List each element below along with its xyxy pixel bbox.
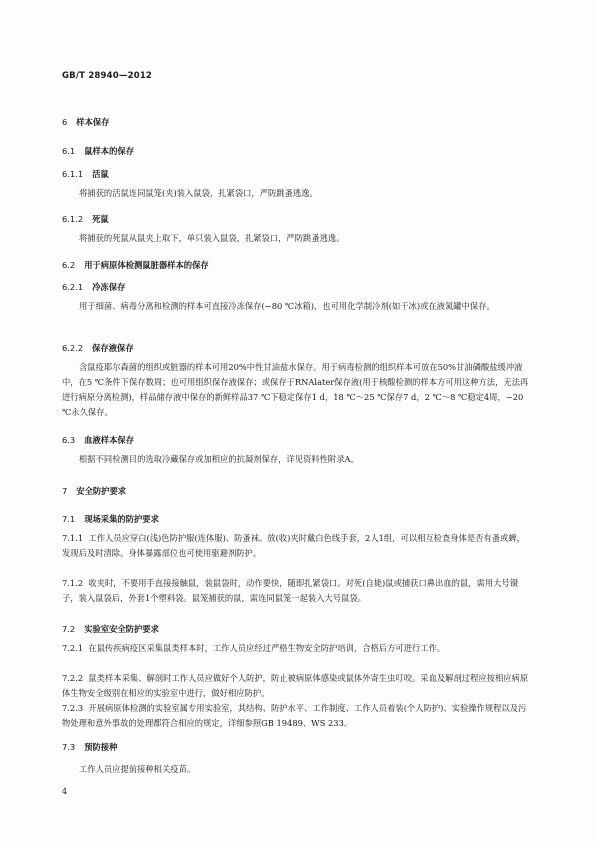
- section-heading: [62, 281, 125, 293]
- clause-paragraph: [62, 531, 532, 561]
- section-heading: [62, 116, 109, 128]
- section-heading: [62, 741, 117, 753]
- clause-number: 7.2.3: [62, 703, 84, 713]
- clause-text: 在鼠传疾病疫区采集鼠类样本时，工作人员应经过严格生物安全防护培训，合格后方可进行工作。: [88, 643, 446, 653]
- section-title: 安全防护要求: [76, 486, 127, 496]
- paragraph: 将捕获的死鼠从鼠夹上取下，单只装入鼠袋，扎紧袋口，严防跳蚤逃逸。: [79, 233, 345, 243]
- section-heading: [62, 485, 126, 497]
- clause-paragraph: [62, 576, 532, 606]
- clause-number: 7.2.2: [62, 673, 84, 683]
- clause-number: 7.1.2: [62, 578, 84, 588]
- section-title: 预防接种: [84, 742, 118, 752]
- paragraph: 将捕获的活鼠连同鼠笼(夹)装入鼠袋，扎紧袋口，严防跳蚤逃逸。: [79, 188, 318, 198]
- section-number: 7: [62, 486, 68, 496]
- section-heading: [62, 434, 134, 446]
- section-number: 7.1: [62, 514, 76, 524]
- section-number: 6.3: [62, 435, 76, 445]
- paragraph: 工作人员应提前接种相关疫苗。: [79, 764, 196, 774]
- section-number: 6: [62, 117, 68, 127]
- section-title: 保存液保存: [92, 343, 134, 353]
- section-number: 6.2.2: [62, 343, 84, 353]
- paragraph: 含鼠疫耶尔森菌的组织或脏器的样本可用20%中性甘油盐水保存。用于病毒检测的组织样本可放在50%甘油磷酸盐缓冲液中，在5 ℃条件下保存数周；也可用组织保存液保存；或保存于RNAlater保存液(用于核酸检测的样本方可用这种方法，无法再进行病原分离检测)，样品储存液中保存的新鲜样品37 ℃下稳定保存1 d，18 ℃～25 ℃保存7 d，2 ℃～8 ℃稳定4周，−20 ℃永久保存。: [62, 362, 529, 417]
- paragraph: 用于细菌、病毒分离和检测的样本可直接冷冻保存(−80 ℃冰箱)，也可用化学制冷剂(如干冰)或在液氮罐中保存。: [79, 301, 495, 311]
- section-heading: [62, 168, 109, 180]
- section-title: 实验室安全防护要求: [84, 624, 159, 634]
- section-title: 冷冻保存: [92, 282, 126, 292]
- section-title: 活鼠: [92, 169, 109, 179]
- section-title: 血液样本保存: [84, 435, 134, 445]
- clause-number: 7.1.1: [62, 533, 84, 543]
- paragraph: 根据不同检测目的选取冷藏保存或加相应的抗凝剂保存，详见资料性附录A。: [79, 454, 359, 464]
- clause-text: 鼠类样本采集、解剖时工作人员应做好个人防护，防止被病原体感染或鼠体外寄生虫叮咬。采血及解剖过程应按相应病原体生物安全级别在相应的实验室中进行，做好相应防护。: [62, 673, 529, 698]
- standard-id: GB/T 28940—2012: [62, 71, 153, 81]
- section-title: 死鼠: [92, 214, 109, 224]
- section-number: 6.1.2: [62, 214, 84, 224]
- section-number: 7.3: [62, 742, 76, 752]
- section-heading: [62, 342, 134, 354]
- section-number: 6.2.1: [62, 282, 84, 292]
- clause-paragraph: [62, 641, 532, 656]
- section-heading: [62, 213, 109, 225]
- clause-text: 开展病原体检测的实验室属专用实验室，其结构、防护水平、工作制度、工作人员着装(个人防护)、实验操作规程以及污物处理和意外事故的处理都符合相应的规定，详细参照GB 19489、WS 233。: [62, 703, 527, 728]
- section-title: 现场采集的防护要求: [84, 514, 159, 524]
- section-title: 用于病原体检测鼠脏器样本的保存: [84, 260, 209, 270]
- section-title: 样本保存: [76, 117, 110, 127]
- section-title: 鼠样本的保存: [84, 146, 134, 156]
- section-number: 6.1: [62, 146, 76, 156]
- section-heading: [62, 623, 159, 635]
- section-number: 6.1.1: [62, 169, 84, 179]
- section-heading: [62, 145, 134, 157]
- section-heading: [62, 259, 209, 271]
- section-heading: [62, 513, 159, 525]
- clause-number: 7.2.1: [62, 643, 84, 653]
- page-number: 4: [62, 787, 68, 796]
- section-number: 7.2: [62, 624, 76, 634]
- clause-paragraph: [62, 701, 532, 731]
- clause-text: 工作人员应穿白(浅)色防护服(连体服)、防蚤袜。放(收)夹时戴白色线手套，2人1组，可以相互检查身体是否有蚤或蜱，发现后及时清除。身体暴露部位也可使用驱避剂防护。: [62, 533, 525, 558]
- clause-paragraph: [62, 671, 532, 701]
- section-number: 6.2: [62, 260, 76, 270]
- clause-text: 收夹时，不要用手直接接触鼠，装鼠袋时，动作要快，随即扎紧袋口。对死(自毙)鼠或捕获口鼻出血的鼠，需用大号镊子，装入鼠袋后，外套1个塑料袋。鼠笼捕获的鼠，需连同鼠笼一起装入大号鼠袋。: [62, 578, 519, 603]
